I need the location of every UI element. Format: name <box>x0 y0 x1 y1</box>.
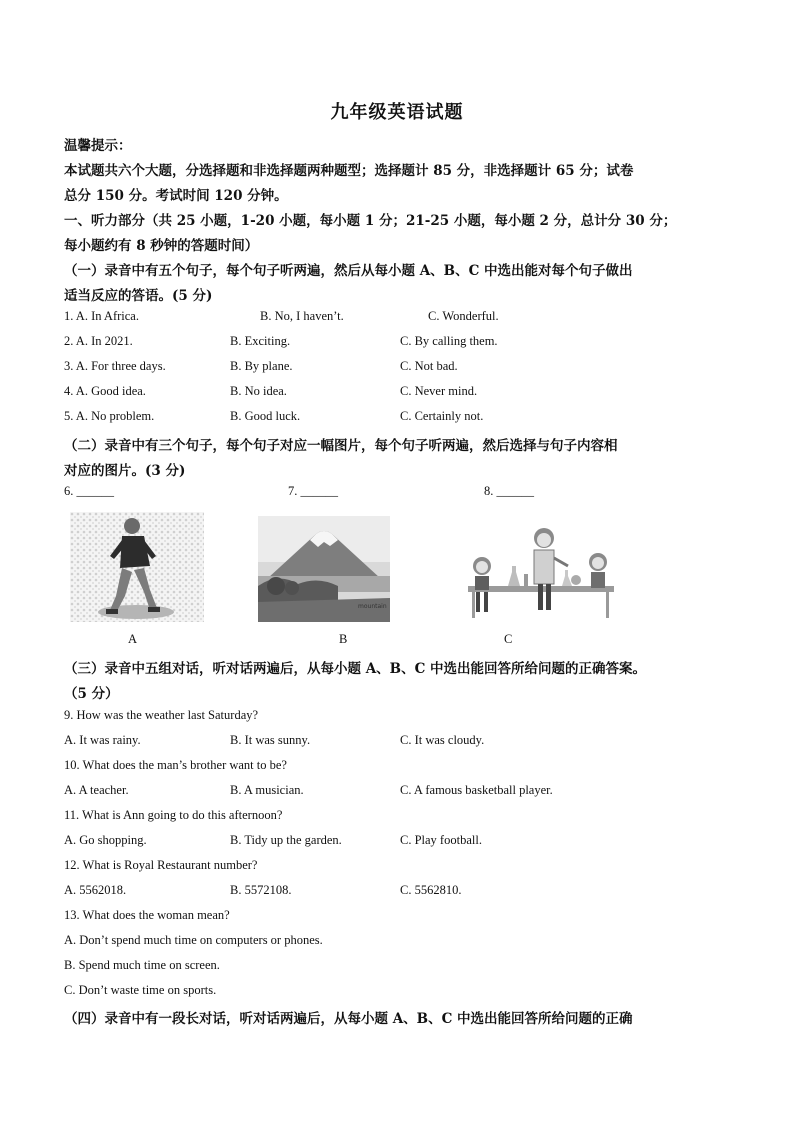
option-c: C. By calling them. <box>400 334 498 348</box>
option-b: B. Exciting. <box>230 334 291 348</box>
option-b: B. Tidy up the garden. <box>230 833 342 847</box>
option-a: A. Go shopping. <box>64 833 147 847</box>
option-b: B. Good luck. <box>230 409 301 423</box>
option-c: C. Not bad. <box>400 359 458 373</box>
option-a: 4. A. Good idea. <box>64 384 146 398</box>
option-a: 1. A. In Africa. <box>64 309 139 323</box>
tips-text-line-2: 总分 150 分。考试时间 120 分钟。 <box>64 188 288 204</box>
option-a: A. Don’t spend much time on computers or phones. <box>64 933 323 947</box>
option-b: B. A musician. <box>230 783 304 797</box>
section1-instruction-line-1: （一）录音中有五个句子，每个句子听两遍，然后从每小题 A、B、C 中选出能对每个句子做出 <box>64 263 633 279</box>
option-c: C. It was cloudy. <box>400 733 485 747</box>
option-a: A. A teacher. <box>64 783 129 797</box>
option-b: B. 5572108. <box>230 883 292 897</box>
option-b: B. It was sunny. <box>230 733 311 747</box>
option-c: C. Play football. <box>400 833 482 847</box>
answer-blank-7: 7. ______ <box>288 484 338 498</box>
part1-heading-line-1: 一、听力部分（共 25 小题，1-20 小题，每小题 1 分；21-25 小题，每小题 2 分，总计分 30 分； <box>64 213 677 229</box>
option-c: C. Certainly not. <box>400 409 484 423</box>
page-title: 九年级英语试题 <box>330 102 464 123</box>
picture-a-caption: A <box>128 632 138 646</box>
option-b: B. No, I haven’t. <box>260 309 344 323</box>
tips-text-line-1: 本试题共六个大题，分选择题和非选择题两种题型；选择题计 85 分，非选择题计 65 分；试卷 <box>64 163 634 179</box>
option-b: B. No idea. <box>230 384 287 398</box>
picture-c-caption: C <box>504 632 513 646</box>
answer-blank-6: 6. ______ <box>64 484 114 498</box>
option-a: 3. A. For three days. <box>64 359 166 373</box>
section3-instruction-line-2: （5 分） <box>64 686 119 702</box>
option-c: C. Don’t waste time on sports. <box>64 983 217 997</box>
picture-b-mountain <box>258 516 390 622</box>
option-a: A. 5562018. <box>64 883 127 897</box>
option-b: B. Spend much time on screen. <box>64 958 220 972</box>
option-c: C. Wonderful. <box>428 309 499 323</box>
option-c: C. A famous basketball player. <box>400 783 553 797</box>
option-c: C. Never mind. <box>400 384 478 398</box>
option-a: A. It was rainy. <box>64 733 141 747</box>
question-text: 11. What is Ann going to do this afternoon? <box>64 808 283 822</box>
section3-instruction-line-1: （三）录音中五组对话，听对话两遍后，从每小题 A、B、C 中选出能回答所给问题的正确答案。 <box>64 661 647 677</box>
section1-instruction-line-2: 适当反应的答语。(5 分) <box>64 288 213 304</box>
option-a: 2. A. In 2021. <box>64 334 133 348</box>
question-text: 9. How was the weather last Saturday? <box>64 708 259 722</box>
picture-b-caption: B <box>339 632 348 646</box>
option-a: 5. A. No problem. <box>64 409 155 423</box>
question-text: 12. What is Royal Restaurant number? <box>64 858 258 872</box>
question-text: 10. What does the man’s brother want to be? <box>64 758 287 772</box>
picture-a-boy-walking <box>70 512 204 622</box>
option-b: B. By plane. <box>230 359 293 373</box>
picture-c-science-lab <box>458 514 620 624</box>
part1-heading-line-2: 每小题约有 8 秒钟的答题时间） <box>64 238 259 254</box>
picture-b-caption-text: mountain <box>358 603 387 610</box>
answer-blank-8: 8. ______ <box>484 484 534 498</box>
tips-label: 温馨提示： <box>64 138 132 154</box>
question-text: 13. What does the woman mean? <box>64 908 230 922</box>
section4-instruction-line-1: （四）录音中有一段长对话，听对话两遍后，从每小题 A、B、C 中选出能回答所给问题的正确 <box>64 1011 633 1027</box>
option-c: C. 5562810. <box>400 883 462 897</box>
section2-instruction-line-2: 对应的图片。(3 分) <box>64 463 186 479</box>
section2-instruction-line-1: （二）录音中有三个句子，每个句子对应一幅图片，每个句子听两遍，然后选择与句子内容相 <box>64 438 618 454</box>
